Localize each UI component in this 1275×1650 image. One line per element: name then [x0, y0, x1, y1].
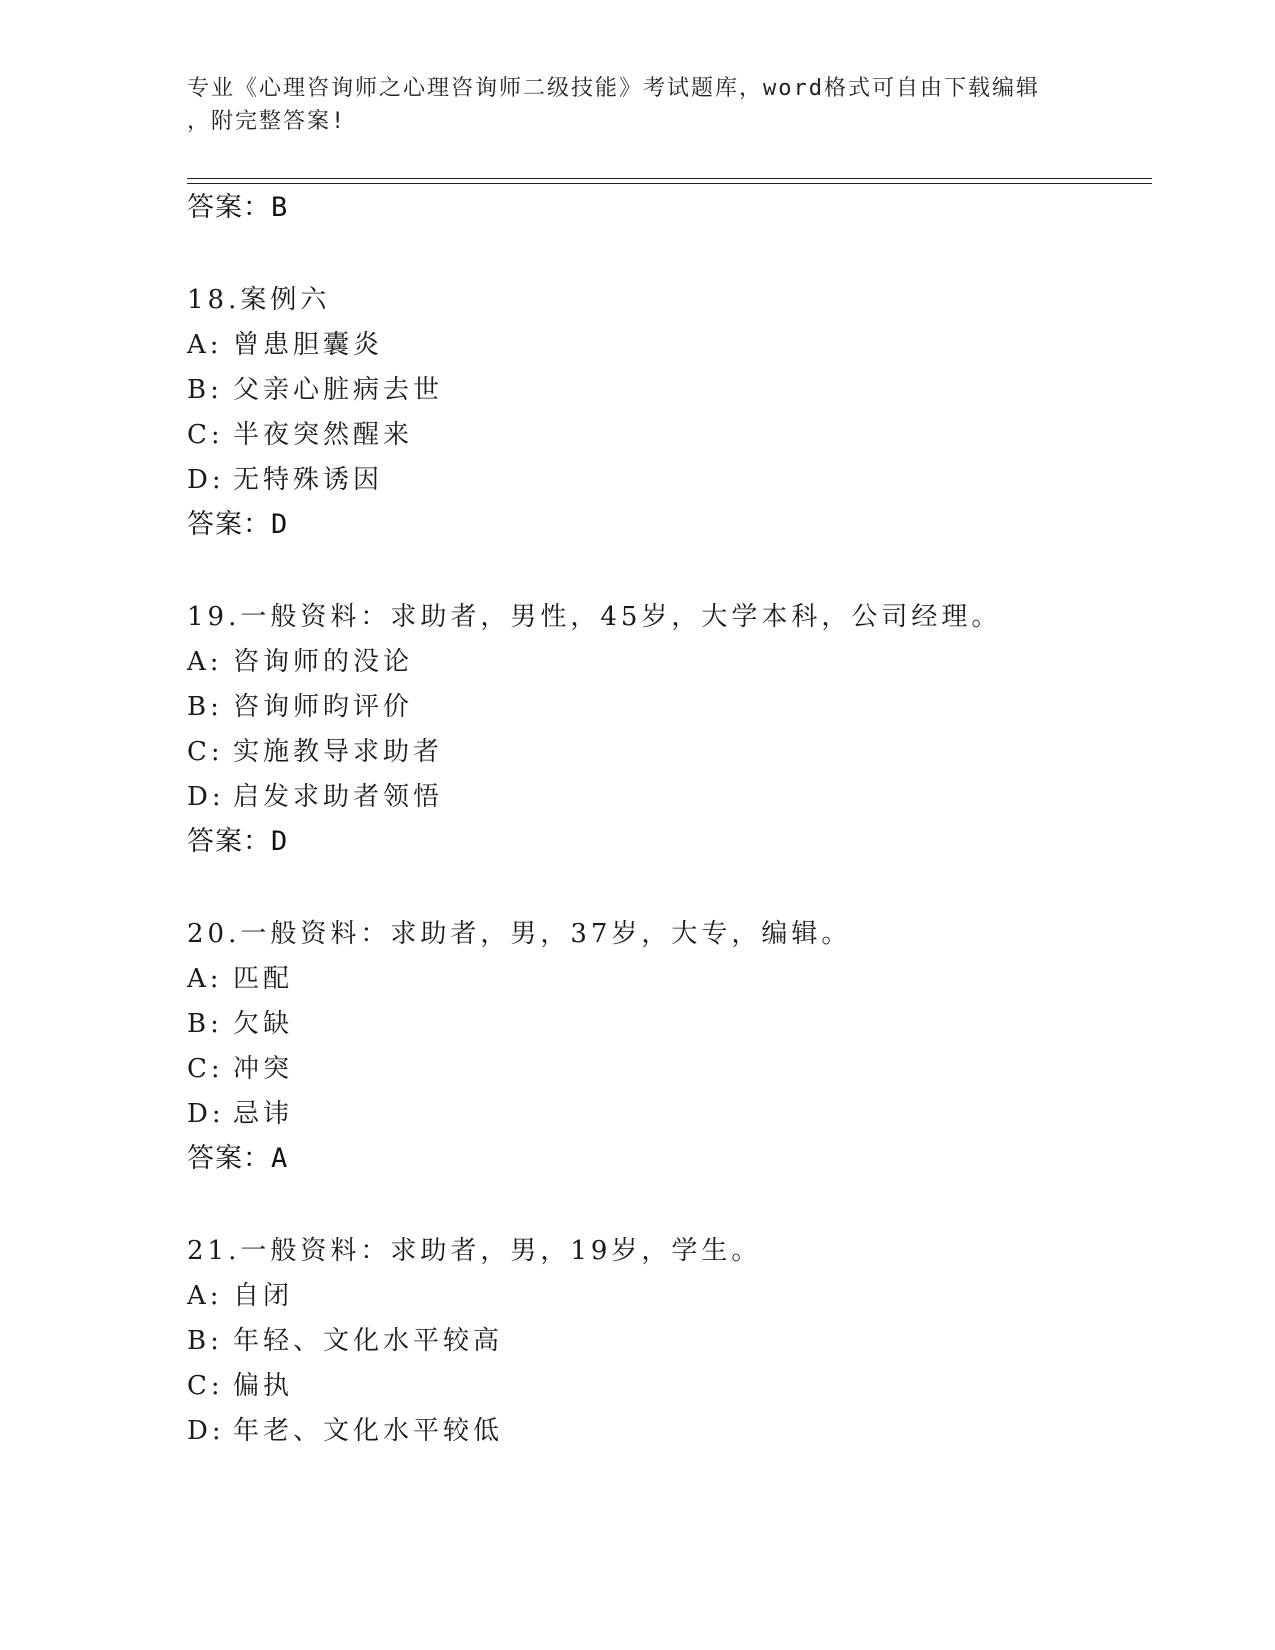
option-line: [187, 962, 293, 996]
option-key: A:: [187, 1281, 223, 1311]
option-line: [187, 1414, 503, 1448]
option-line: [187, 418, 413, 452]
option-key: D:: [187, 465, 225, 495]
option-key: D:: [187, 1416, 225, 1446]
option-text: 实施教导求助者: [233, 737, 444, 767]
option-text: 父亲心脏病去世: [233, 375, 444, 405]
document-header: [187, 72, 1067, 138]
question-title: 19.一般资料：求助者，男性，45岁，大学本科，公司经理。: [187, 602, 1002, 632]
option-text: 欠缺: [233, 1009, 294, 1039]
option-line: [187, 373, 443, 407]
option-key: C:: [187, 1054, 224, 1084]
option-text: 冲突: [233, 1054, 294, 1084]
option-line: [187, 1279, 293, 1313]
option-key: D:: [187, 1099, 225, 1129]
question-title: 18.案例六: [187, 285, 331, 315]
option-line: [187, 328, 383, 362]
option-line: [187, 463, 383, 497]
option-line: [187, 1052, 293, 1086]
option-text: 咨询师昀评价: [233, 692, 414, 722]
option-text: 偏执: [233, 1371, 294, 1401]
option-text: 匹配: [233, 964, 294, 994]
answer-line: 答案：D: [187, 509, 289, 540]
option-line: [187, 1007, 293, 1041]
question-title: 20.一般资料：求助者，男，37岁，大专，编辑。: [187, 919, 852, 949]
option-line: [187, 690, 413, 724]
option-text: 年轻、文化水平较高: [233, 1326, 504, 1356]
header-line-2: ，附完整答案!: [187, 109, 347, 134]
question-title: 21.一般资料：求助者，男，19岁，学生。: [187, 1236, 762, 1266]
option-key: C:: [187, 420, 224, 450]
option-key: B:: [187, 1326, 223, 1356]
option-text: 半夜突然醒来: [233, 420, 414, 450]
option-text: 年老、文化水平较低: [233, 1416, 504, 1446]
option-text: 无特殊诱因: [233, 465, 384, 495]
option-key: B:: [187, 692, 223, 722]
option-line: [187, 780, 443, 814]
option-key: C:: [187, 737, 224, 767]
option-key: B:: [187, 375, 223, 405]
option-key: A:: [187, 647, 223, 677]
header-line-1: 专业《心理咨询师之心理咨询师二级技能》考试题库，word格式可自由下载编辑: [187, 76, 1040, 101]
answer-line: 答案：B: [187, 192, 289, 223]
answer-line: 答案：A: [187, 1143, 289, 1174]
option-key: D:: [187, 782, 225, 812]
option-text: 咨询师的没论: [233, 647, 414, 677]
option-key: B:: [187, 1009, 223, 1039]
option-key: C:: [187, 1371, 224, 1401]
header-divider-bottom: [187, 183, 1152, 184]
option-line: [187, 735, 443, 769]
option-key: A:: [187, 964, 223, 994]
option-text: 曾患胆囊炎: [233, 330, 384, 360]
option-text: 自闭: [233, 1281, 294, 1311]
option-key: A:: [187, 330, 223, 360]
option-line: [187, 1097, 293, 1131]
option-text: 启发求助者领悟: [233, 782, 444, 812]
option-line: [187, 1324, 503, 1358]
option-line: [187, 1369, 293, 1403]
option-line: [187, 645, 413, 679]
option-text: 忌讳: [233, 1099, 294, 1129]
answer-line: 答案：D: [187, 826, 289, 857]
header-divider-top: [187, 178, 1152, 179]
